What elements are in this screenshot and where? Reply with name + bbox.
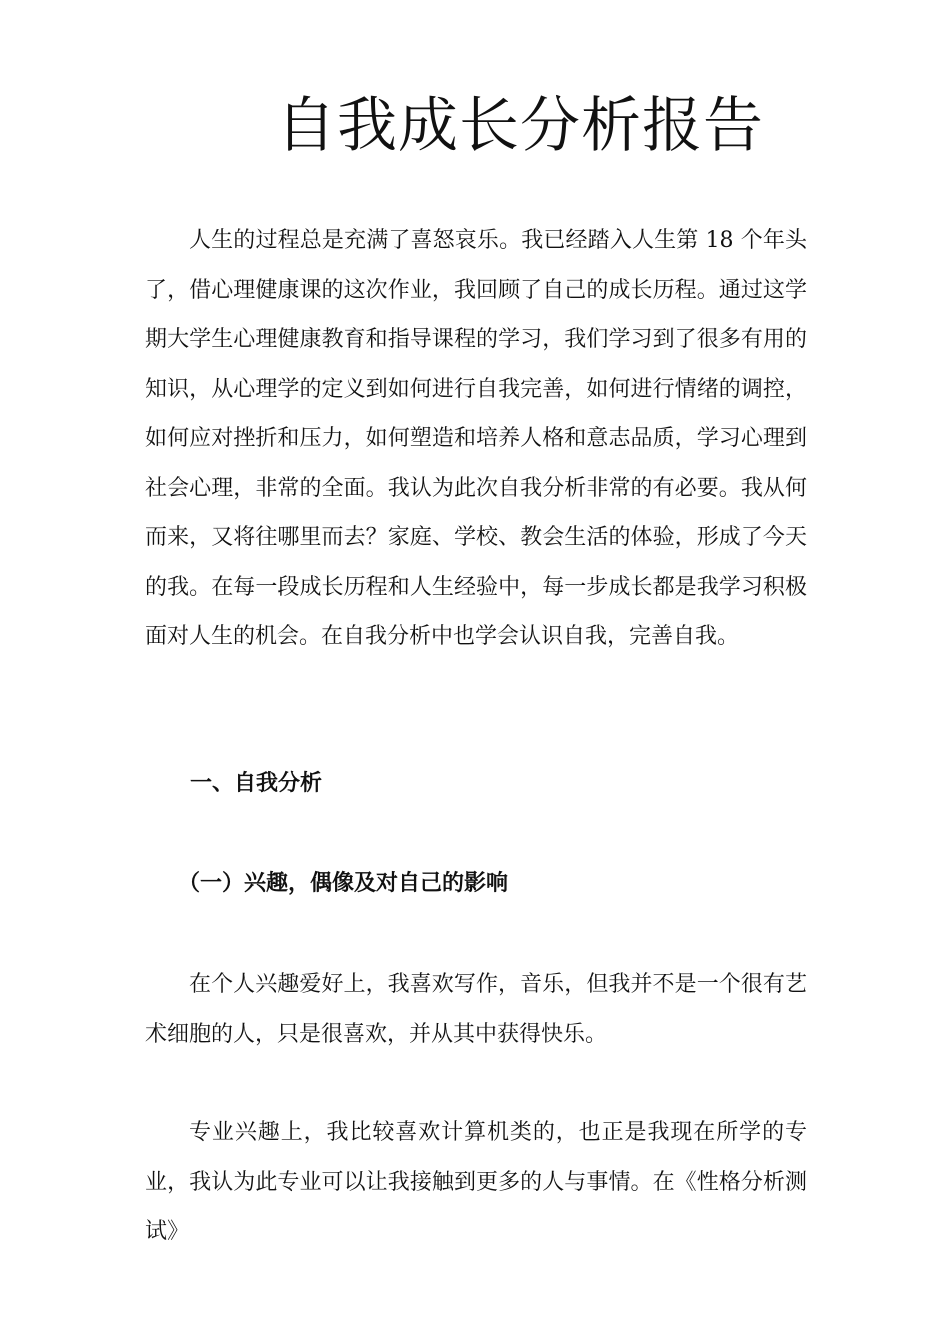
major-interest-paragraph: 专业兴趣上，我比较喜欢计算机类的，也正是我现在所学的专业，我认为此专业可以让我接触到更多的人与事情。在《性格分析测试》	[145, 1120, 807, 1244]
subsection-heading-interests: （一）兴趣，偶像及对自己的影响	[178, 870, 509, 896]
interest-paragraph: 在个人兴趣爱好上，我喜欢写作，音乐，但我并不是一个很有艺术细胞的人，只是很喜欢，并从其中获得快乐。	[145, 972, 807, 1047]
document-title: 自我成长分析报告	[276, 91, 764, 161]
section-heading-self-analysis: 一、自我分析	[190, 770, 323, 796]
intro-paragraph: 人生的过程总是充满了喜怒哀乐。我已经踏入人生第 18 个年头了，借心理健康课的这次作业，我回顾了自己的成长历程。通过这学期大学生心理健康教育和指导课程的学习，我们学习到了很多有用的知识，从心理学的定义到如何进行自我完善，如何进行情绪的调控，如何应对挫折和压力，如何塑造和培养人格和意志品质，学习心理到社会心理，非常的全面。我认为此次自我分析非常的有必要。我从何而来，又将往哪里而去？家庭、学校、教会生活的体验，形成了今天的我。在每一段成长历程和人生经验中，每一步成长都是我学习积极面对人生的机会。在自我分析中也学会认识自我，完善自我。	[145, 228, 807, 649]
